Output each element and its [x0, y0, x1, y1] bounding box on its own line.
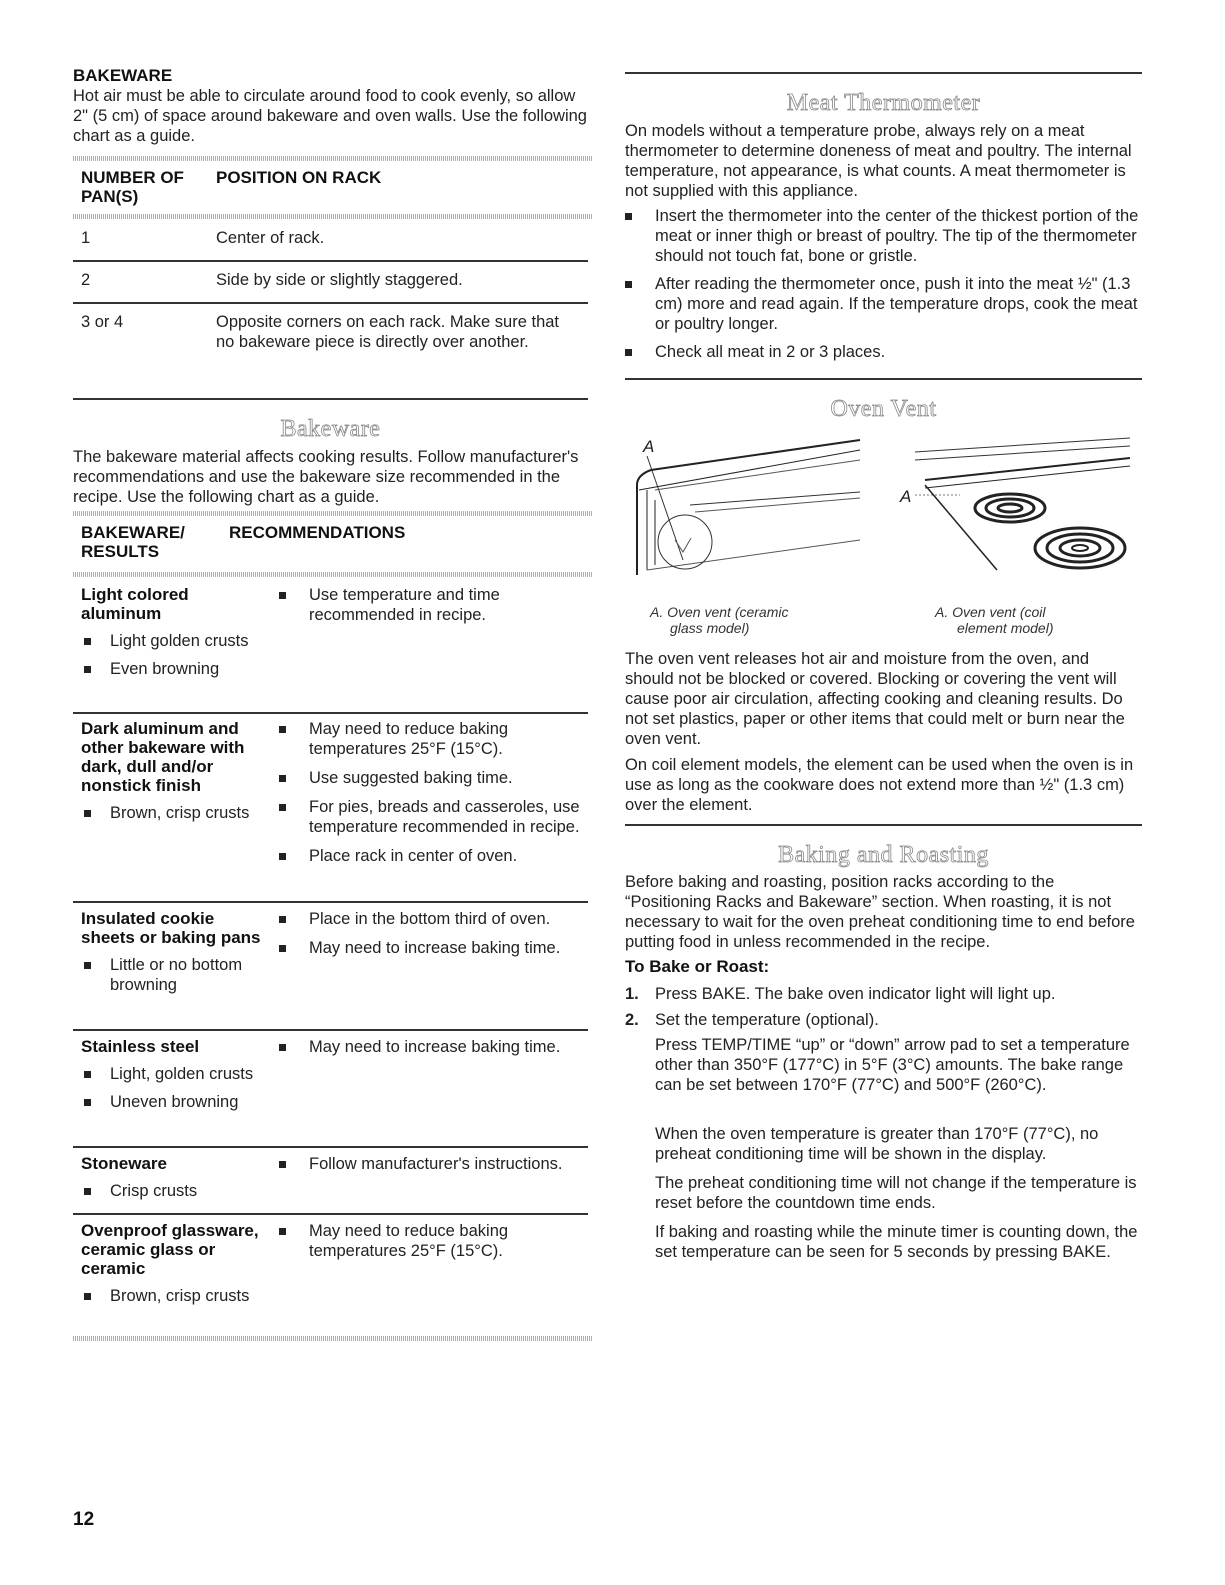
result-bullet: Brown, crisp crusts: [73, 1286, 279, 1306]
recommendation-bullet: Follow manufacturer's instructions.: [279, 1154, 584, 1174]
recommendation-bullet: Place rack in center of oven.: [279, 846, 584, 866]
rec-cell-recommendations: [279, 909, 584, 1003]
pans-row: [81, 312, 593, 352]
rec-cell-recommendations: [279, 1037, 584, 1120]
rec-cell-bakeware: [81, 1037, 279, 1120]
bakeware-type: Stainless steel: [81, 1037, 200, 1056]
rec-cell-recommendations: [279, 1221, 584, 1314]
recommendation-bullet: May need to reduce baking temperatures 25°F (15°C).: [279, 1221, 584, 1261]
caption-line: A. Oven vent (ceramic: [650, 604, 789, 620]
bake-roast-heading: To Bake or Roast:: [625, 957, 770, 976]
section-rule: [73, 398, 588, 400]
pans-cell-position: Center of rack.: [216, 229, 325, 247]
step-number: 2.: [625, 1011, 639, 1029]
meat-bullet: Insert the thermometer into the center of the thickest portion of the meat or inner thigh or breast of poultry. The tip of the thermometer should not touch fat, bone or gristle.: [625, 206, 1142, 266]
page-number: 12: [73, 1509, 95, 1530]
step-text: Press BAKE. The bake oven indicator light will light up.: [655, 985, 1056, 1003]
rec-table-row: [81, 909, 593, 1003]
bakeware-heading: BAKEWARE: [73, 66, 173, 85]
result-bullet: Even browning: [73, 659, 279, 679]
bakeware-type: Insulated cookie sheets or baking pans: [81, 909, 261, 947]
pans-row: [81, 228, 593, 248]
row-divider: [73, 1029, 588, 1031]
recommendation-bullet: May need to increase baking time.: [279, 938, 584, 958]
bakeware-type: Light colored aluminum: [81, 585, 189, 623]
pans-row: [81, 270, 593, 290]
step-2-detail: The preheat conditioning time will not change if the temperature is reset before the countdown time ends.: [655, 1174, 1137, 1212]
meat-intro: On models without a temperature probe, always rely on a meat thermometer to determine doneness of meat and poultry. The internal temperature, not appearance, is what counts. A meat thermometer is not supplied with this appliance.: [625, 122, 1132, 200]
result-bullet: Light golden crusts: [73, 631, 279, 651]
rec-table-row: [81, 1037, 593, 1120]
recommendation-bullet: May need to increase baking time.: [279, 1037, 584, 1057]
pans-cell-position: Side by side or slightly staggered.: [216, 271, 463, 289]
rec-cell-bakeware: [81, 585, 279, 687]
step-2: [625, 1010, 1172, 1030]
caption-ceramic: [650, 604, 870, 636]
recommendation-bullet: Place in the bottom third of oven.: [279, 909, 584, 929]
rec-cell-bakeware: [81, 719, 279, 875]
bakeware-section-title: Bakeware: [280, 416, 381, 442]
vent-paragraph-1: The oven vent releases hot air and moisture from the oven, and should not be blocked or covered. Blocking or covering the vent will cause poor air circulation, affecting cooking and cleaning results. Do not set plastics, paper or other items that could melt or burn near the oven vent.: [625, 650, 1125, 748]
pans-cell-position: Opposite corners on each rack. Make sure that no bakeware piece is directly over another.: [216, 313, 560, 351]
rec-table-row: [81, 1221, 593, 1314]
step-2-detail: Press TEMP/TIME “up” or “down” arrow pad to set a temperature other than 350°F (177°C) in 5°F (3°C) amounts. The bake range can be set between 170°F (77°C) and 500°F (260°C).: [655, 1036, 1130, 1094]
meat-thermometer-title: Meat Thermometer: [786, 90, 981, 116]
row-divider: [73, 1146, 588, 1148]
pans-cell-number: 3 or 4: [81, 313, 124, 331]
rec-table-row: [81, 585, 593, 687]
row-divider: [73, 302, 588, 304]
step-number: 1.: [625, 985, 639, 1003]
pans-cell-number: 2: [81, 271, 91, 289]
dotted-rule: [73, 572, 593, 577]
baking-roasting-title: Baking and Roasting: [778, 842, 989, 868]
caption-line: element model): [957, 620, 1054, 636]
section-rule: [625, 378, 1142, 380]
row-divider: [73, 901, 588, 903]
bakeware-section-intro: The bakeware material affects cooking results. Follow manufacturer's recommendations and use the bakeware size recommended in the recipe. Use the following chart as a guide.: [73, 448, 579, 506]
pans-table: [81, 168, 593, 206]
section-rule: [625, 824, 1142, 826]
bakeware-type: Stoneware: [81, 1154, 167, 1173]
rec-header-recommendations: RECOMMENDATIONS: [229, 523, 406, 542]
meat-bullet: After reading the thermometer once, push it into the meat ½" (1.3 cm) more and read again. If the temperature drops, cook the meat or poultry longer.: [625, 274, 1142, 334]
rec-table-row: [81, 1154, 593, 1209]
vent-label-a-left: A: [643, 437, 655, 456]
rec-header-bakeware: BAKEWARE/ RESULTS: [81, 523, 185, 561]
dotted-rule: [73, 156, 593, 161]
caption-coil: [935, 604, 1155, 636]
caption-line: A. Oven vent (coil: [935, 604, 1046, 620]
pans-header-number: NUMBER OF PAN(S): [81, 168, 184, 206]
bakeware-type: Dark aluminum and other bakeware with dark, dull and/or nonstick finish: [81, 719, 245, 795]
meat-bullet: Check all meat in 2 or 3 places.: [625, 342, 1142, 362]
recommendation-bullet: For pies, breads and casseroles, use temperature recommended in recipe.: [279, 797, 584, 837]
rec-cell-bakeware: [81, 1221, 279, 1314]
step-2-detail: When the oven temperature is greater than 170°F (77°C), no preheat conditioning time will be shown in the display.: [655, 1125, 1099, 1163]
rec-cell-recommendations: [279, 585, 584, 687]
bakeware-type: Ovenproof glassware, ceramic glass or ceramic: [81, 1221, 259, 1278]
dotted-rule: [73, 511, 593, 516]
step-1: [625, 984, 1172, 1004]
row-divider: [73, 712, 588, 714]
oven-vent-title: Oven Vent: [830, 396, 937, 422]
step-2-detail: If baking and roasting while the minute timer is counting down, the set temperature can be seen for 5 seconds by pressing BAKE.: [655, 1223, 1138, 1261]
dotted-rule: [73, 1336, 593, 1341]
baking-intro: Before baking and roasting, position racks according to the “Positioning Racks and Bakeware” section. When roasting, it is not necessary to wait for the oven preheat conditioning time to end before putting food in unless recommended in the recipe.: [625, 873, 1135, 951]
caption-line: glass model): [670, 620, 750, 636]
recommendation-bullet: Use temperature and time recommended in recipe.: [279, 585, 584, 625]
result-bullet: Uneven browning: [73, 1092, 279, 1112]
oven-vent-illustration: [625, 430, 1142, 590]
result-bullet: Little or no bottom browning: [73, 955, 279, 995]
rec-cell-recommendations: [279, 719, 584, 875]
dotted-rule: [73, 214, 593, 219]
pans-header-position: POSITION ON RACK: [216, 168, 382, 187]
rec-table-header: [81, 523, 593, 561]
section-rule: [625, 72, 1142, 74]
vent-label-a-right: A: [900, 487, 912, 506]
meat-bullets: [625, 206, 1142, 362]
recommendation-bullet: May need to reduce baking temperatures 25°F (15°C).: [279, 719, 584, 759]
rec-cell-recommendations: [279, 1154, 584, 1209]
rec-table-row: [81, 719, 593, 875]
rec-cell-bakeware: [81, 909, 279, 1003]
result-bullet: Crisp crusts: [73, 1181, 279, 1201]
bakeware-intro: Hot air must be able to circulate around food to cook evenly, so allow 2" (5 cm) of space around bakeware and oven walls. Use the following chart as a guide.: [73, 87, 587, 145]
step-text: Set the temperature (optional).: [655, 1011, 879, 1029]
row-divider: [73, 1213, 588, 1215]
result-bullet: Brown, crisp crusts: [73, 803, 279, 823]
recommendation-bullet: Use suggested baking time.: [279, 768, 584, 788]
row-divider: [73, 260, 588, 262]
pans-cell-number: 1: [81, 229, 91, 247]
vent-paragraph-2: On coil element models, the element can be used when the oven is in use as long as the cookware does not extend more than ½" (1.3 cm) over the element.: [625, 756, 1134, 814]
rec-cell-bakeware: [81, 1154, 279, 1209]
result-bullet: Light, golden crusts: [73, 1064, 279, 1084]
